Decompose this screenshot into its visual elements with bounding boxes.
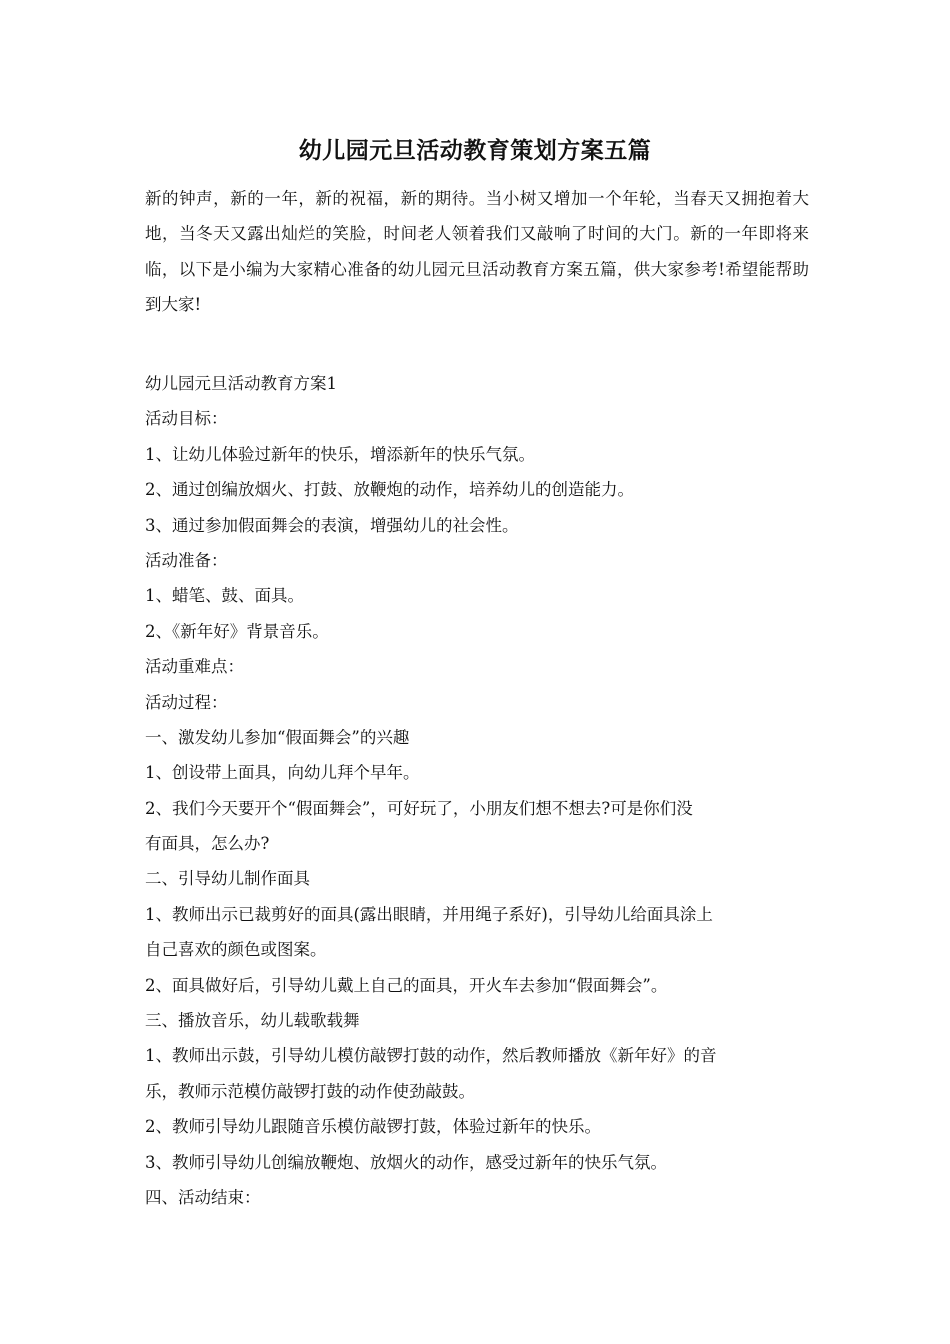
body-line: 三、播放音乐，幼儿载歌载舞 — [145, 1011, 360, 1031]
document-body — [145, 366, 809, 1215]
body-line: 3、通过参加假面舞会的表演，增强幼儿的社会性。 — [145, 515, 519, 535]
body-line: 1、教师出示已裁剪好的面具(露出眼睛，并用绳子系好)，引导幼儿给面具涂上 — [145, 904, 713, 924]
body-line: 1、蜡笔、鼓、面具。 — [145, 586, 304, 606]
body-line: 活动目标： — [145, 409, 228, 429]
body-line: 2、面具做好后，引导幼儿戴上自己的面具，开火车去参加“假面舞会”。 — [145, 975, 668, 995]
body-line: 2、我们今天要开个“假面舞会”，可好玩了，小朋友们想不想去?可是你们没 — [145, 798, 693, 818]
body-line: 2、教师引导幼儿跟随音乐模仿敲锣打鼓，体验过新年的快乐。 — [145, 1117, 601, 1137]
body-line: 1、创设带上面具，向幼儿拜个早年。 — [145, 763, 420, 783]
body-line: 2、通过创编放烟火、打鼓、放鞭炮的动作，培养幼儿的创造能力。 — [145, 480, 634, 500]
body-line: 活动准备： — [145, 550, 228, 570]
body-line: 二、引导幼儿制作面具 — [145, 869, 310, 889]
body-line: 2、《新年好》背景音乐。 — [145, 621, 329, 641]
body-line: 四、活动结束： — [145, 1187, 261, 1207]
body-line: 1、教师出示鼓，引导幼儿模仿敲锣打鼓的动作，然后教师播放《新年好》的音 — [145, 1046, 717, 1066]
intro-paragraph: 新的钟声，新的一年，新的祝福，新的期待。当小树又增加一个年轮，当春天又拥抱着大地，当冬天又露出灿烂的笑脸，时间老人领着我们又敲响了时间的大门。新的一年即将来临，以下是小编为大家精心准备的幼儿园元旦活动教育方案五篇，供大家参考!希望能帮助到大家! — [145, 189, 809, 315]
document-title: 幼儿园元旦活动教育策划方案五篇 — [298, 137, 652, 164]
body-line: 1、让幼儿体验过新年的快乐，增添新年的快乐气氛。 — [145, 444, 535, 464]
body-line: 自己喜欢的颜色或图案。 — [145, 940, 327, 960]
body-line: 幼儿园元旦活动教育方案1 — [145, 374, 337, 393]
body-line: 一、激发幼儿参加“假面舞会”的兴趣 — [145, 727, 410, 747]
body-line: 有面具，怎么办? — [145, 834, 270, 854]
body-line: 活动重难点： — [145, 657, 244, 677]
body-line: 活动过程： — [145, 692, 228, 712]
body-line: 3、教师引导幼儿创编放鞭炮、放烟火的动作，感受过新年的快乐气氛。 — [145, 1152, 667, 1172]
body-line: 乐，教师示范模仿敲锣打鼓的动作使劲敲鼓。 — [145, 1081, 475, 1101]
